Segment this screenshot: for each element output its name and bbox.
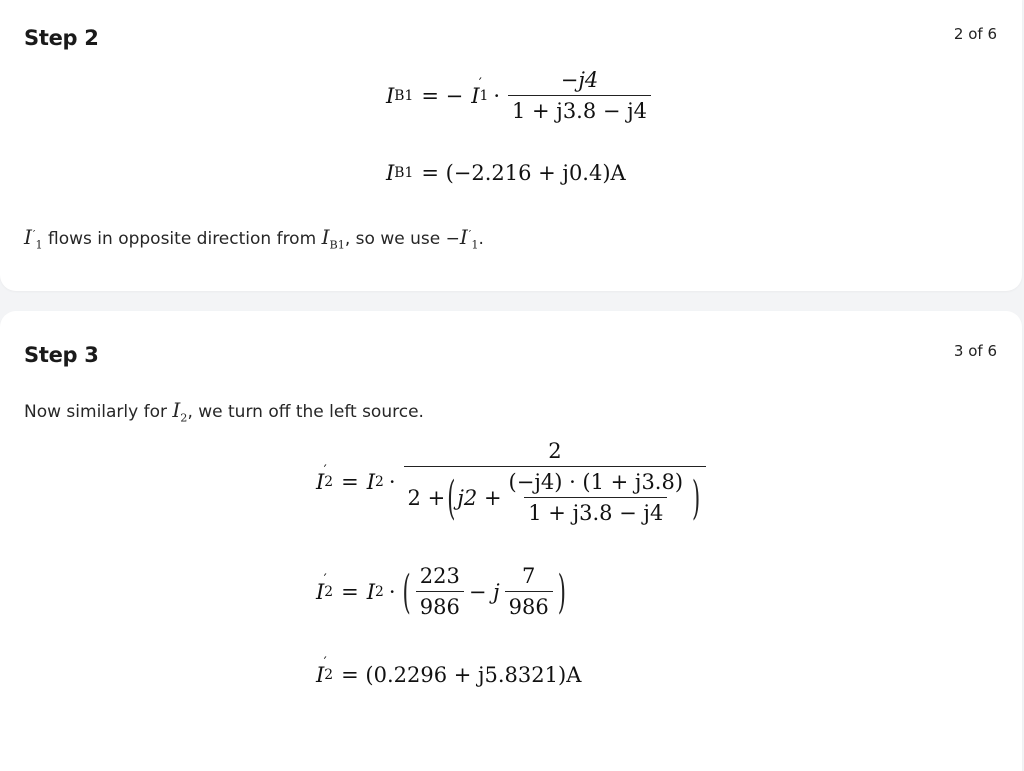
eq-rhs: = (0.2296 + j5.8321)A (341, 663, 582, 687)
paren-right: ) (692, 471, 701, 525)
eq-prime: ′ (478, 76, 482, 93)
eq-sub: 2 (324, 667, 334, 683)
eq-sub: 2 (375, 583, 384, 600)
step-2-card (0, 0, 1022, 291)
eq-var: I (316, 470, 325, 495)
note-prime: ′ (468, 227, 472, 241)
step-3-intro (24, 398, 424, 424)
step-3-equation-3 (316, 655, 582, 687)
eq-operator: = (341, 470, 359, 495)
eq-operator: = − (421, 83, 464, 108)
note-text: . (478, 229, 484, 249)
inner-fraction (505, 470, 687, 525)
fraction-numerator: 7 (522, 564, 536, 588)
step-3-title: Step 3 (24, 343, 99, 367)
eq-sub: B1 (394, 87, 414, 104)
eq-dot: · (388, 579, 396, 604)
intro-text: , we turn off the left source. (187, 402, 424, 422)
eq-var: I (366, 579, 376, 604)
eq-sub: 1 (479, 87, 489, 104)
intro-sub: 2 (180, 411, 188, 425)
step-3-equation-1 (316, 439, 709, 525)
note-var: I (321, 225, 330, 249)
eq-dot: · (388, 470, 396, 495)
intro-var: I (172, 398, 181, 422)
fraction (416, 564, 464, 619)
note-text: , so we use − (344, 229, 460, 249)
step-2-equation-2 (386, 161, 626, 185)
note-sub: B1 (329, 238, 345, 252)
eq-var: I (366, 470, 376, 495)
note-prime: ′ (32, 227, 36, 241)
step-2-counter: 2 of 6 (953, 25, 997, 43)
paren-right: ) (557, 565, 566, 619)
note-sub: 1 (35, 238, 43, 252)
fraction-denominator: 986 (416, 591, 464, 619)
eq-var: I (471, 83, 480, 108)
den-prefix: 2 + (407, 485, 446, 510)
eq-middle: − j (468, 579, 500, 604)
eq-rhs: = (−2.216 + j0.4)A (421, 161, 626, 185)
note-var: I (24, 225, 32, 249)
fraction-denominator: 986 (505, 591, 553, 619)
inner-denominator: 1 + j3.8 − j4 (524, 497, 667, 525)
fraction-numerator: 223 (419, 564, 460, 588)
intro-text: Now similarly for (24, 402, 173, 422)
note-text: flows in opposite direction from (42, 229, 322, 249)
note-var: I (459, 225, 468, 249)
eq-prime: ′ (323, 572, 327, 589)
fraction-numerator: −j4 (560, 68, 599, 92)
fraction (505, 564, 553, 619)
fraction-denominator (404, 466, 707, 525)
note-sub: 1 (471, 238, 479, 252)
fraction (404, 439, 707, 525)
eq-prime: ′ (323, 462, 327, 479)
eq-sub: 2 (375, 474, 384, 491)
paren-left: ( (402, 565, 411, 619)
step-2-title: Step 2 (24, 26, 99, 50)
fraction (508, 68, 651, 123)
step-3-equation-2 (316, 564, 568, 619)
eq-var: I (316, 663, 325, 687)
eq-operator: = (341, 579, 359, 604)
step-2-equation-1 (386, 68, 654, 123)
step-3-card (0, 311, 1022, 771)
eq-sub: 2 (324, 583, 334, 600)
eq-sub: 2 (324, 474, 334, 491)
eq-var: I (316, 579, 325, 604)
eq-var: I (386, 83, 395, 108)
inner-numerator: (−j4) · (1 + j3.8) (508, 470, 684, 495)
eq-dot: · (493, 83, 500, 108)
eq-prime: ′ (323, 655, 327, 672)
inner-prefix: j2 + (457, 485, 502, 510)
eq-sub: B1 (394, 165, 414, 181)
eq-var: I (386, 161, 395, 185)
step-3-counter: 3 of 6 (953, 342, 997, 360)
fraction-numerator: 2 (548, 439, 562, 463)
fraction-denominator: 1 + j3.8 − j4 (508, 95, 651, 123)
paren-left: ( (447, 471, 456, 525)
step-2-note (24, 225, 484, 251)
